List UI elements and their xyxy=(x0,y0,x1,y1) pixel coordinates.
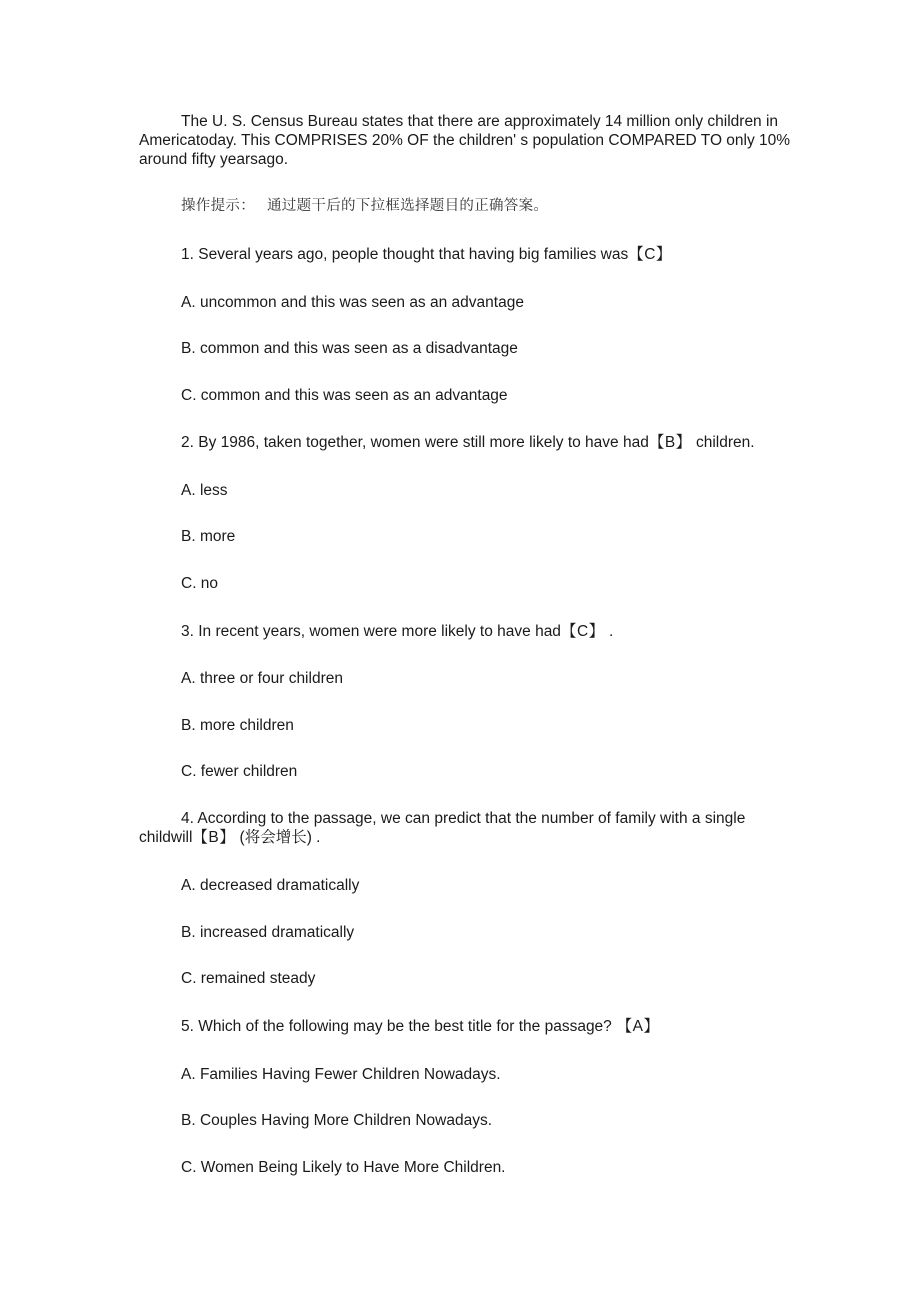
question-1-stem xyxy=(181,245,672,264)
question-5-option-a: A. Families Having Fewer Children Nowadays. xyxy=(181,1066,501,1083)
answer-dropdown[interactable]: 【B】 xyxy=(192,829,236,846)
question-1-option-b: B. common and this was seen as a disadvantage xyxy=(181,340,518,357)
question-tail: (将会增长) . xyxy=(235,829,321,846)
question-text: 3. In recent years, women were more likely to have had xyxy=(181,623,561,640)
question-4-stem xyxy=(139,809,799,847)
question-5-stem xyxy=(181,1017,659,1036)
question-3-option-a: A. three or four children xyxy=(181,670,343,687)
question-4-option-a: A. decreased dramatically xyxy=(181,877,360,894)
question-2-option-a: A. less xyxy=(181,482,228,499)
passage-paragraph: The U. S. Census Bureau states that there are approximately 14 million only children in Americatoday. This COMPRISES 20% OF the children' s population COMPARED TO only 10% around fifty yearsago. xyxy=(139,113,791,168)
operation-hint xyxy=(181,197,548,216)
question-text: 5. Which of the following may be the best title for the passage? xyxy=(181,1018,612,1035)
question-5-option-c: C. Women Being Likely to Have More Children. xyxy=(181,1159,506,1176)
question-2-option-c: C. no xyxy=(181,575,219,592)
question-4-option-b: B. increased dramatically xyxy=(181,924,355,941)
question-2-stem xyxy=(181,433,755,452)
hint-text: 通过题干后的下拉框选择题目的正确答案。 xyxy=(267,198,549,214)
hint-label: 操作提示： xyxy=(181,198,255,214)
question-3-option-c: C. fewer children xyxy=(181,763,298,780)
answer-dropdown[interactable]: 【B】 xyxy=(648,434,692,451)
question-text: 2. By 1986, taken together, women were still more likely to have had xyxy=(181,434,649,451)
question-text: 4. According to the passage, we can predict that the number of family with a single childwill xyxy=(139,810,746,846)
question-3-option-b: B. more children xyxy=(181,717,294,734)
question-5-option-b: B. Couples Having More Children Nowadays. xyxy=(181,1112,493,1129)
question-2-option-b: B. more xyxy=(181,528,236,545)
question-1-option-c: C. common and this was seen as an advantage xyxy=(181,387,508,404)
question-text: 1. Several years ago, people thought that having big families was xyxy=(181,246,629,263)
answer-dropdown[interactable]: 【C】 xyxy=(628,246,672,263)
answer-dropdown[interactable]: 【A】 xyxy=(611,1018,660,1035)
question-tail: . xyxy=(604,623,614,640)
question-4-option-c: C. remained steady xyxy=(181,970,316,987)
question-3-stem xyxy=(181,622,613,641)
answer-dropdown[interactable]: 【C】 xyxy=(560,623,605,640)
question-1-option-a: A. uncommon and this was seen as an advantage xyxy=(181,294,524,311)
question-tail: children. xyxy=(691,434,755,451)
